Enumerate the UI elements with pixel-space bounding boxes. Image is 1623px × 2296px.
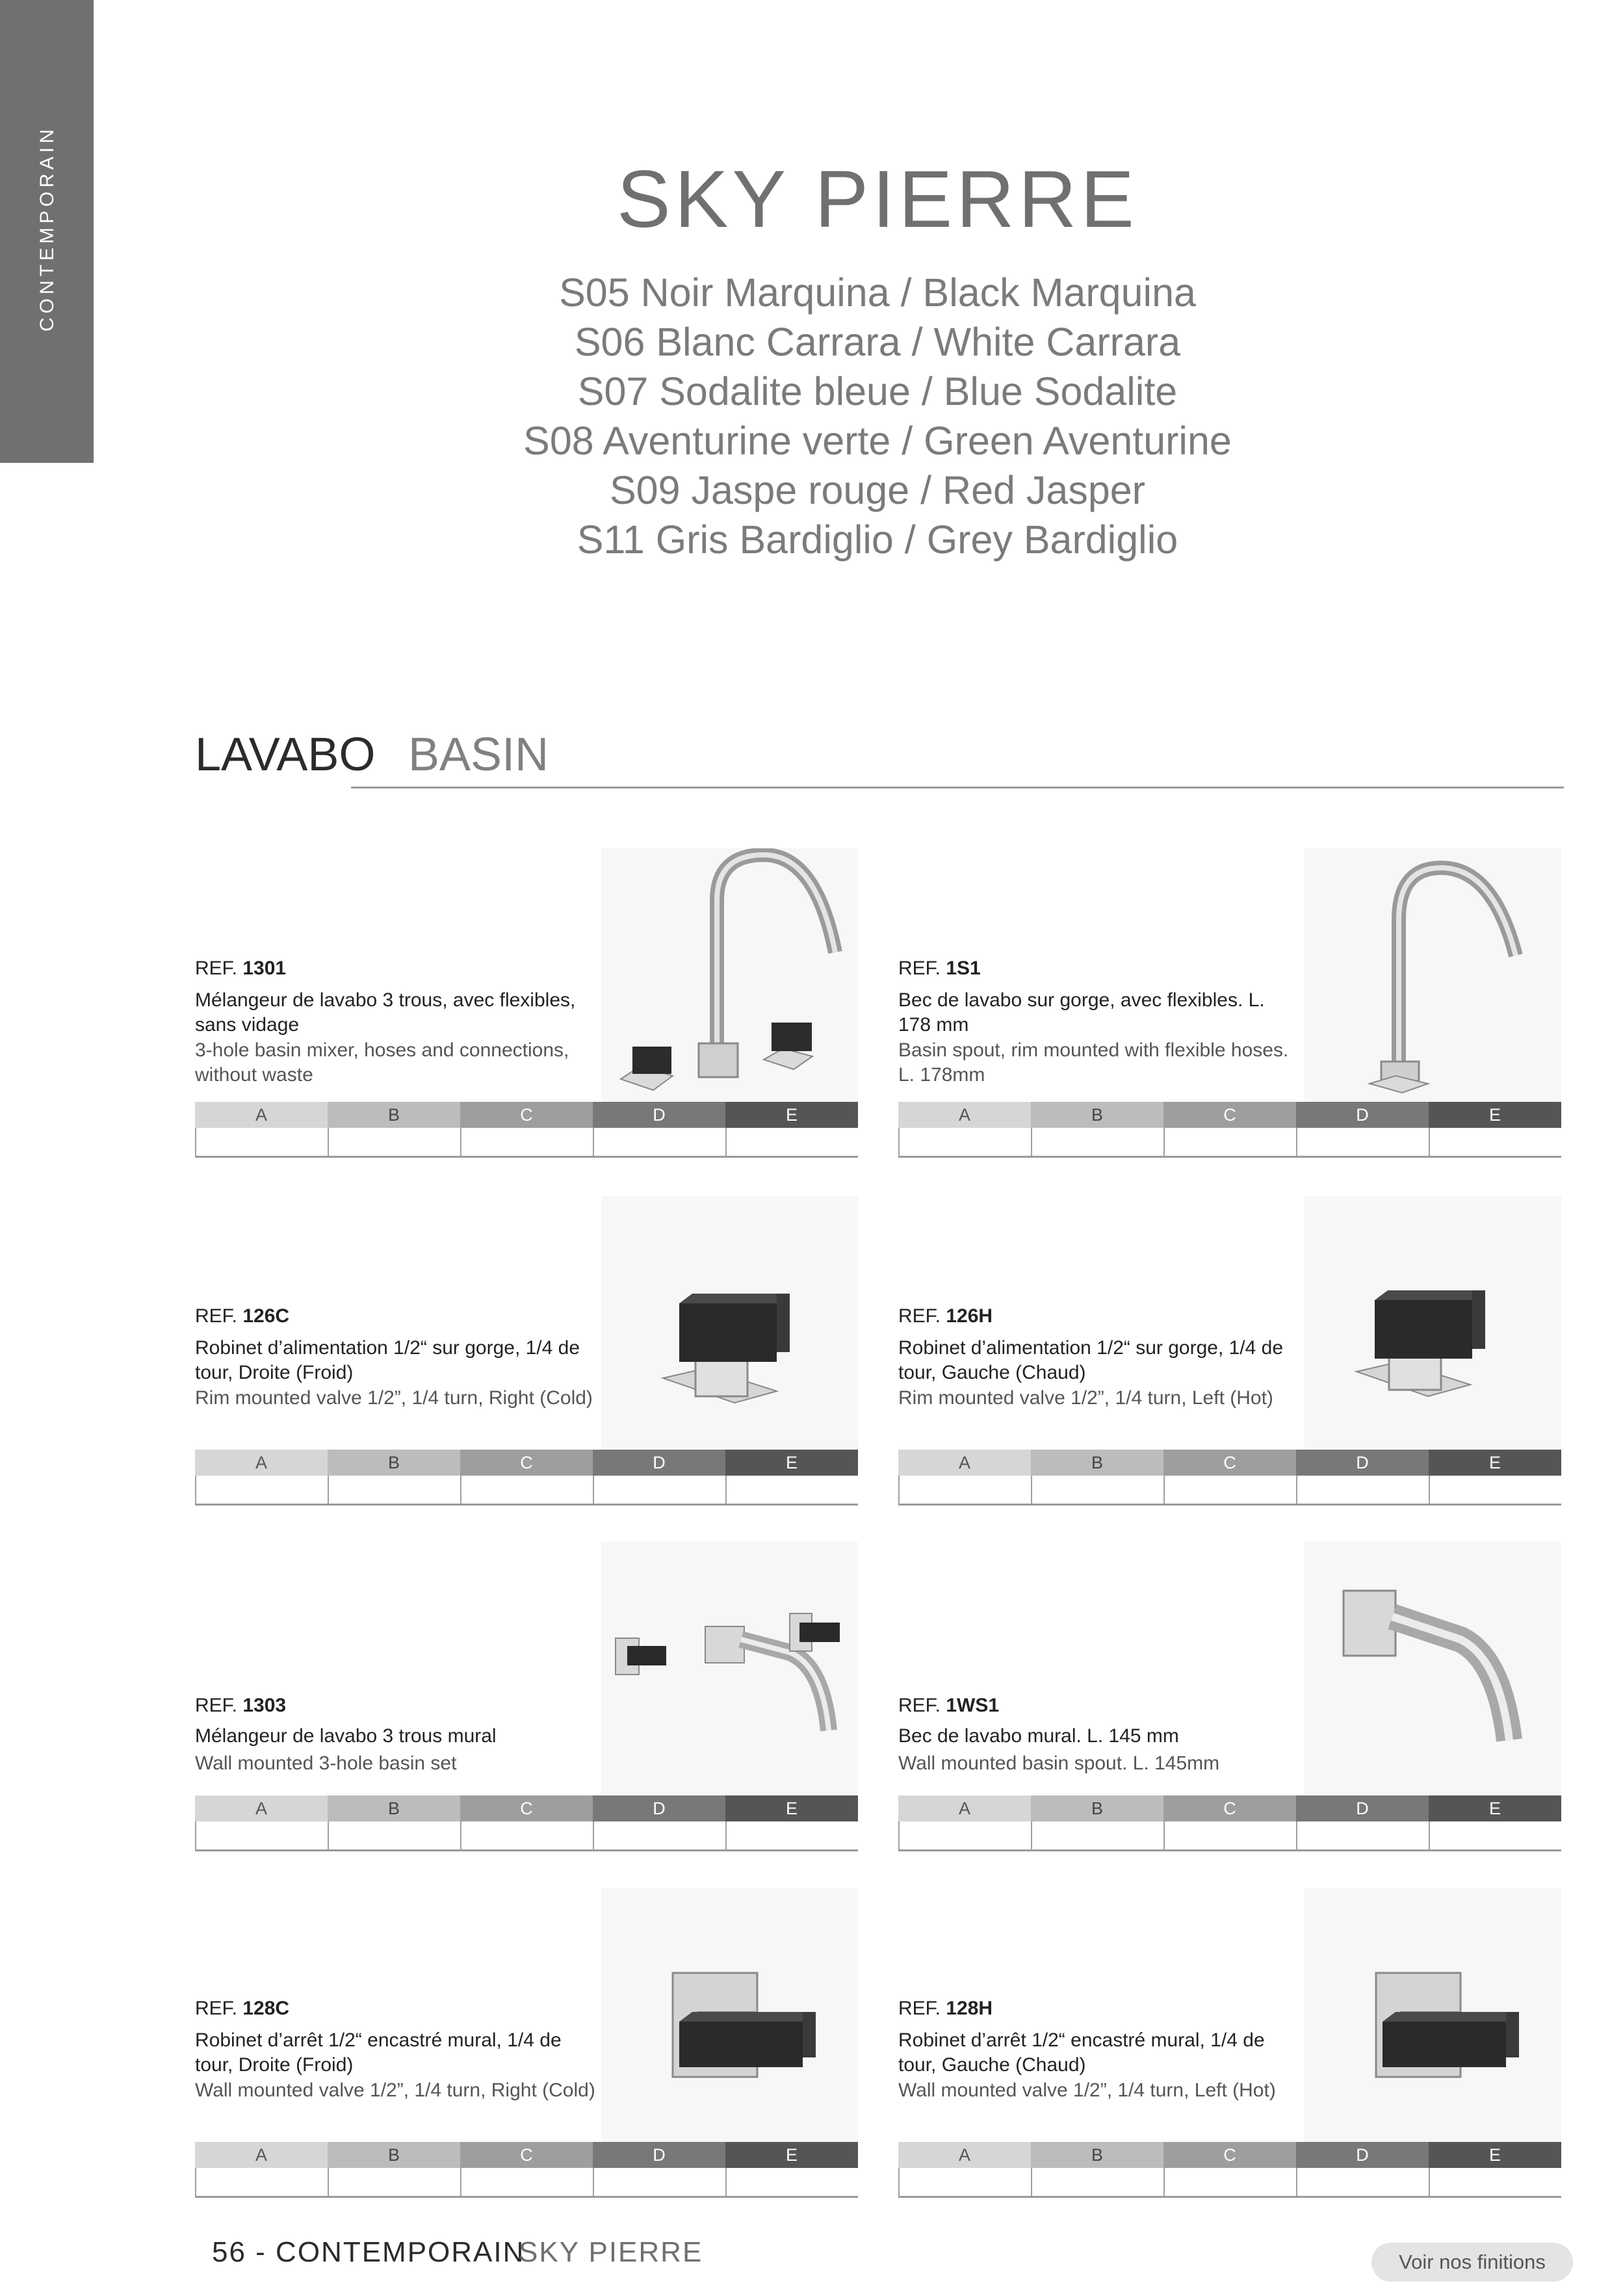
grid-cell xyxy=(725,1476,858,1504)
grid-cell xyxy=(593,1476,725,1504)
product-image xyxy=(601,848,858,1102)
grid-cell xyxy=(898,1476,1031,1504)
grid-header-b: B xyxy=(328,1450,460,1476)
grid-header-c: C xyxy=(460,2142,593,2168)
grid-cell xyxy=(1296,1128,1429,1156)
grid-header-a: A xyxy=(195,1450,328,1476)
grid-cell xyxy=(725,1821,858,1849)
grid-cell xyxy=(460,1476,593,1504)
grid-cell xyxy=(898,1128,1031,1156)
grid-cell xyxy=(195,1476,328,1504)
product-image xyxy=(601,1542,858,1795)
grid-header-a: A xyxy=(195,1795,328,1821)
grid-header-d: D xyxy=(1296,1795,1429,1821)
product-card-128c xyxy=(195,1888,858,2204)
wall-spout-image xyxy=(1305,1542,1561,1795)
product-desc-en: Wall mounted 3-hole basin set xyxy=(195,1753,457,1774)
product-card-1303 xyxy=(195,1542,858,1857)
grid-header-e: E xyxy=(725,1102,858,1128)
product-ref: REF. 1301 xyxy=(195,958,287,979)
grid-header-d: D xyxy=(1296,2142,1429,2168)
finish-grid xyxy=(195,1450,858,1506)
finish-item: S09 Jaspe rouge / Red Jasper xyxy=(609,468,1145,512)
grid-cell xyxy=(460,1128,593,1156)
grid-cell xyxy=(195,1128,328,1156)
product-ref: REF. 126H xyxy=(898,1305,993,1327)
product-image xyxy=(1305,1888,1561,2142)
grid-cell xyxy=(460,1821,593,1849)
finish-grid xyxy=(898,2142,1561,2198)
grid-cell xyxy=(328,1128,460,1156)
product-image xyxy=(1305,1542,1561,1795)
grid-cell xyxy=(1163,1476,1296,1504)
finish-item: S11 Gris Bardiglio / Grey Bardiglio xyxy=(577,517,1178,562)
grid-header-e: E xyxy=(725,1795,858,1821)
finish-grid xyxy=(195,1795,858,1851)
grid-cell xyxy=(460,2168,593,2196)
finish-grid xyxy=(898,1795,1561,1851)
grid-header-b: B xyxy=(328,1795,460,1821)
grid-cell xyxy=(195,1821,328,1849)
product-card-126h xyxy=(898,1196,1561,1511)
grid-cell xyxy=(1429,2168,1561,2196)
finish-grid xyxy=(195,2142,858,2198)
product-desc-fr: Mélangeur de lavabo 3 trous, avec flexibles, sans vidage xyxy=(195,989,576,1036)
grid-cell xyxy=(328,1476,460,1504)
product-desc-en: Basin spout, rim mounted with flexible hoses. L. 178mm xyxy=(898,1039,1289,1086)
grid-cell xyxy=(1429,1821,1561,1849)
product-desc-en: Rim mounted valve 1/2”, 1/4 turn, Left (Hot) xyxy=(898,1387,1273,1409)
product-card-1ws1 xyxy=(898,1542,1561,1857)
grid-cell xyxy=(1031,2168,1163,2196)
grid-header-b: B xyxy=(1031,2142,1163,2168)
finish-item: S06 Blanc Carrara / White Carrara xyxy=(574,320,1181,364)
wall-valve-image xyxy=(1305,1888,1561,2142)
grid-header-c: C xyxy=(460,1795,593,1821)
product-image xyxy=(1305,1196,1561,1450)
grid-header-a: A xyxy=(898,1795,1031,1821)
grid-cell xyxy=(1031,1476,1163,1504)
product-ref: REF. 126C xyxy=(195,1305,290,1327)
grid-header-d: D xyxy=(1296,1102,1429,1128)
grid-header-b: B xyxy=(1031,1450,1163,1476)
rim-valve-image xyxy=(601,1196,858,1450)
product-ref: REF. 1WS1 xyxy=(898,1695,1000,1716)
grid-cell xyxy=(1163,1821,1296,1849)
grid-header-e: E xyxy=(1429,2142,1561,2168)
grid-header-d: D xyxy=(1296,1450,1429,1476)
finish-grid xyxy=(898,1102,1561,1158)
grid-header-d: D xyxy=(593,1450,725,1476)
product-desc-fr: Robinet d’arrêt 1/2“ encastré mural, 1/4 de tour, Droite (Froid) xyxy=(195,2029,562,2076)
finish-list xyxy=(0,268,1623,564)
grid-cell xyxy=(898,1821,1031,1849)
product-desc-fr: Bec de lavabo sur gorge, avec flexibles. L. 178 mm xyxy=(898,989,1265,1036)
grid-cell xyxy=(593,1821,725,1849)
section-title-en: BASIN xyxy=(408,729,549,781)
product-desc-fr: Bec de lavabo mural. L. 145 mm xyxy=(898,1725,1179,1747)
section-divider xyxy=(351,787,1564,789)
wall-basin-set-image xyxy=(601,1542,858,1795)
grid-header-a: A xyxy=(898,1102,1031,1128)
basin-spout-image xyxy=(1305,848,1561,1102)
grid-header-e: E xyxy=(725,1450,858,1476)
grid-header-c: C xyxy=(460,1102,593,1128)
grid-header-c: C xyxy=(1163,1795,1296,1821)
grid-cell xyxy=(1031,1821,1163,1849)
product-desc-en: Rim mounted valve 1/2”, 1/4 turn, Right (Cold) xyxy=(195,1387,593,1409)
footer-collection: SKY PIERRE xyxy=(519,2236,703,2268)
grid-header-a: A xyxy=(195,2142,328,2168)
product-ref: REF. 1303 xyxy=(195,1695,287,1716)
grid-cell xyxy=(1031,1128,1163,1156)
product-card-128h xyxy=(898,1888,1561,2204)
product-card-1301 xyxy=(195,848,858,1164)
grid-header-e: E xyxy=(725,2142,858,2168)
grid-header-c: C xyxy=(1163,1450,1296,1476)
grid-header-b: B xyxy=(1031,1795,1163,1821)
grid-header-a: A xyxy=(898,1450,1031,1476)
footer-page-label: 56 - CONTEMPORAIN xyxy=(212,2236,525,2268)
finish-item: S07 Sodalite bleue / Blue Sodalite xyxy=(577,369,1178,413)
finish-grid xyxy=(898,1450,1561,1506)
finitions-button[interactable]: Voir nos finitions xyxy=(1371,2243,1573,2282)
product-ref: REF. 128C xyxy=(195,1998,290,2019)
product-image xyxy=(601,1888,858,2142)
product-desc-en: Wall mounted valve 1/2”, 1/4 turn, Right (Cold) xyxy=(195,2080,595,2101)
grid-header-b: B xyxy=(328,2142,460,2168)
grid-cell xyxy=(1296,1821,1429,1849)
grid-header-e: E xyxy=(1429,1102,1561,1128)
grid-cell xyxy=(593,1128,725,1156)
grid-header-c: C xyxy=(1163,1102,1296,1128)
section-title-fr: LAVABO xyxy=(195,729,376,781)
product-card-1s1 xyxy=(898,848,1561,1164)
grid-cell xyxy=(1429,1128,1561,1156)
product-desc-fr: Mélangeur de lavabo 3 trous mural xyxy=(195,1725,497,1747)
grid-cell xyxy=(725,1128,858,1156)
grid-header-e: E xyxy=(1429,1795,1561,1821)
grid-cell xyxy=(1163,1128,1296,1156)
grid-header-d: D xyxy=(593,2142,725,2168)
side-tab-label: CONTEMPORAIN xyxy=(36,125,58,332)
grid-header-b: B xyxy=(1031,1102,1163,1128)
grid-header-d: D xyxy=(593,1795,725,1821)
3-hole-basin-mixer-image xyxy=(601,848,858,1102)
grid-cell xyxy=(195,2168,328,2196)
grid-cell xyxy=(725,2168,858,2196)
grid-cell xyxy=(1296,1476,1429,1504)
grid-cell xyxy=(898,2168,1031,2196)
product-desc-fr: Robinet d’alimentation 1/2“ sur gorge, 1/4 de tour, Droite (Froid) xyxy=(195,1337,580,1383)
product-desc-en: Wall mounted basin spout. L. 145mm xyxy=(898,1753,1220,1774)
grid-header-c: C xyxy=(1163,2142,1296,2168)
grid-cell xyxy=(593,2168,725,2196)
product-desc-en: Wall mounted valve 1/2”, 1/4 turn, Left (Hot) xyxy=(898,2080,1276,2101)
grid-header-a: A xyxy=(898,2142,1031,2168)
product-desc-en: 3-hole basin mixer, hoses and connections, without waste xyxy=(195,1039,569,1086)
page-title: SKY PIERRE xyxy=(616,155,1138,244)
product-ref: REF. 128H xyxy=(898,1998,993,2019)
grid-header-e: E xyxy=(1429,1450,1561,1476)
grid-cell xyxy=(1296,2168,1429,2196)
grid-header-b: B xyxy=(328,1102,460,1128)
finish-grid xyxy=(195,1102,858,1158)
product-image xyxy=(1305,848,1561,1102)
grid-header-a: A xyxy=(195,1102,328,1128)
product-desc-fr: Robinet d’alimentation 1/2“ sur gorge, 1/4 de tour, Gauche (Chaud) xyxy=(898,1337,1284,1383)
finish-item: S05 Noir Marquina / Black Marquina xyxy=(559,270,1196,315)
grid-cell xyxy=(328,1821,460,1849)
grid-header-d: D xyxy=(593,1102,725,1128)
product-image xyxy=(601,1196,858,1450)
product-card-126c xyxy=(195,1196,858,1511)
grid-cell xyxy=(328,2168,460,2196)
finish-item: S08 Aventurine verte / Green Aventurine xyxy=(523,419,1232,463)
grid-cell xyxy=(1163,2168,1296,2196)
rim-valve-image xyxy=(1305,1196,1561,1450)
product-desc-fr: Robinet d’arrêt 1/2“ encastré mural, 1/4 de tour, Gauche (Chaud) xyxy=(898,2029,1265,2076)
wall-valve-image xyxy=(601,1888,858,2142)
grid-header-c: C xyxy=(460,1450,593,1476)
grid-cell xyxy=(1429,1476,1561,1504)
product-ref: REF. 1S1 xyxy=(898,958,981,979)
